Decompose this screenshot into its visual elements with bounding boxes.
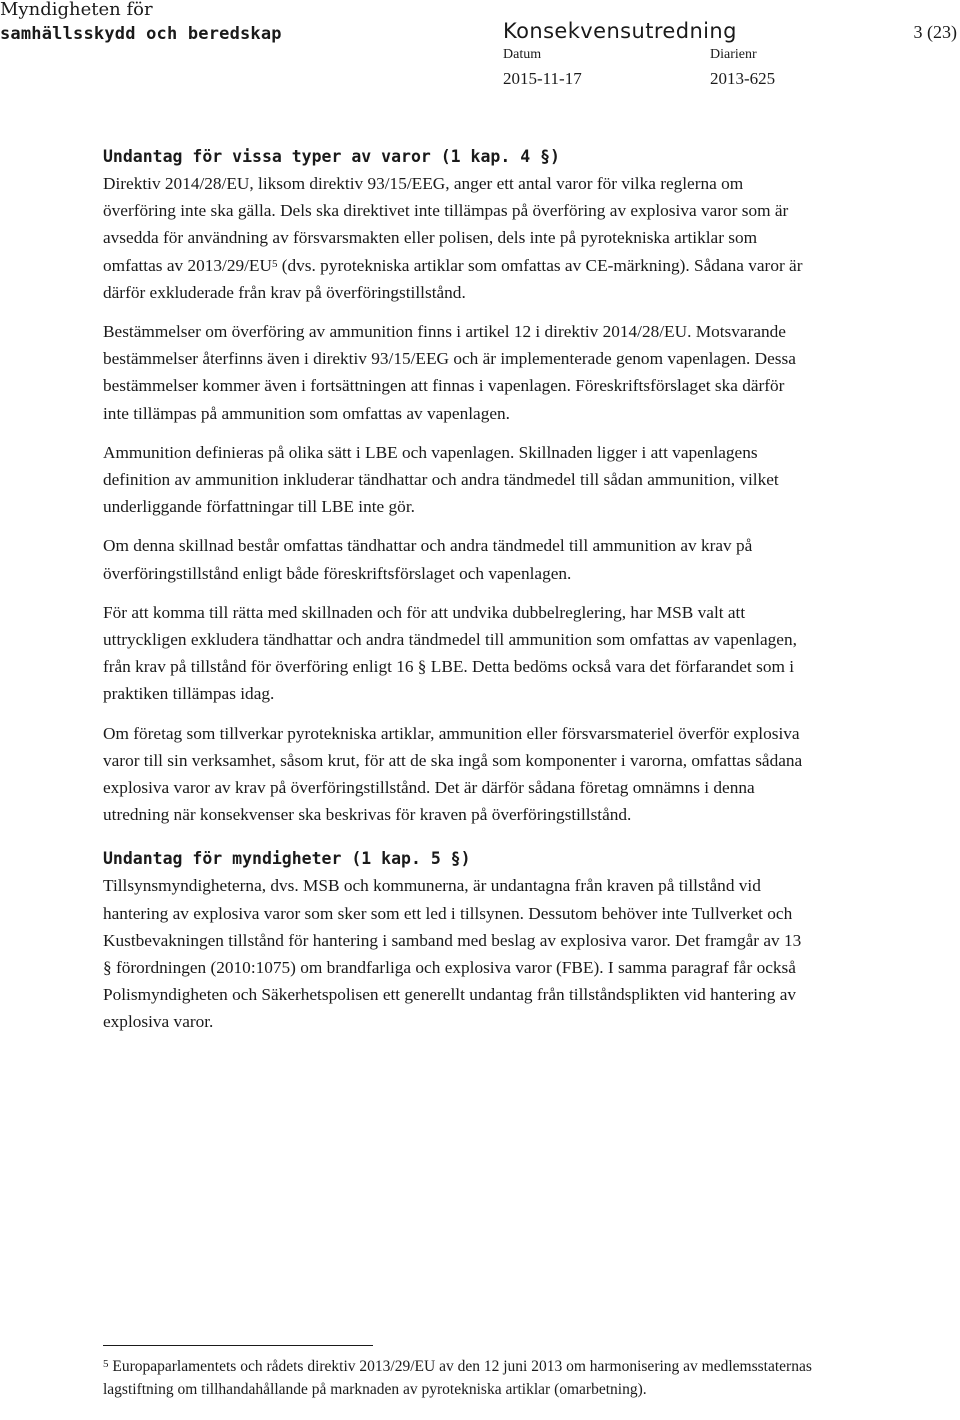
footnote <box>103 1356 863 1401</box>
paragraph-difference-consequence: Om denna skillnad består omfattas tändhattar och andra tändmedel till ammunition av krav på överföringstillstånd enligt både föreskriftsförslaget och vapenlagen. <box>103 536 753 583</box>
paragraph-text: (dvs. pyrotekniska artiklar som omfattas av CE-märkning). Sådana varor är därför exkluderade från krav på överföringstillstånd. <box>103 255 803 302</box>
document-title: Konsekvensutredning <box>503 19 737 43</box>
date-value: 2015-11-17 <box>503 69 582 88</box>
paragraph-directive-exemptions <box>103 170 803 306</box>
footnote-number: 5 <box>103 1358 109 1370</box>
org-name-line-2: samhällsskydd och beredskap <box>0 24 282 44</box>
paragraph-authority-exemptions: Tillsynsmyndigheterna, dvs. MSB och kommunerna, är undantagna från kraven på tillstånd vid hantering av explosiva varor som sker som ett led i tillsynen. Dessutom behöver inte Tullverket och Kustbevakningen tillstånd för hantering i samband med beslag av explosiva varor. Det framgår av 13 § förordningen (2010:1075) om brandfarliga och explosiva varor (FBE). I samma paragraf får också Polismyndigheten och Säkerhetspolisen ett generellt undantag från tillståndsplikten vid hantering av explosiva varor. <box>103 876 802 1032</box>
organization-name <box>0 0 282 46</box>
section-heading-authority-exemption: Undantag för myndigheter (1 kap. 5 §) <box>103 849 471 869</box>
page-number: 3 (23) <box>913 22 957 42</box>
paragraph-double-regulation: För att komma till rätta med skillnaden och för att undvika dubbelreglering, har MSB valt att uttryckligen exkludera tändhattar och andra tändmedel till ammunition som omfattas av vapenlagen, från krav på tillstånd för överföring enligt 16 § LBE. Detta bedöms också vara det förfarandet som i praktiken tillämpas idag. <box>103 602 797 704</box>
footnote-divider <box>103 1345 373 1346</box>
diary-number-value: 2013-625 <box>710 69 776 88</box>
paragraph-manufacturers: Om företag som tillverkar pyrotekniska artiklar, ammunition eller försvarsmateriel överför explosiva varor till sin verksamhet, såsom krut, för att de ska ingå som komponenter i varorna, omfattas sådana explosiva varor av krav på överföringstillstånd. Det är därför sådana företag omnämns i denna utredning när konsekvenser ska beskrivas för kraven på överföringstillstånd. <box>103 723 803 825</box>
org-name-line-1: Myndigheten för <box>0 0 153 20</box>
date-label: Datum <box>503 47 542 62</box>
paragraph-ammunition-definition: Ammunition definieras på olika sätt i LBE och vapenlagen. Skillnaden ligger i att vapenlagens definition av ammunition inkluderar tändhattar och andra tändmedel till sådan ammunition, vilket underliggande författningar till LBE inte gör. <box>103 442 779 517</box>
diary-number-label: Diarienr <box>710 47 757 62</box>
paragraph-ammunition-rules: Bestämmelser om överföring av ammunition finns i artikel 12 i direktiv 2014/28/EU. Motsvarande bestämmelser återfinns även i direktiv 93/15/EEG och är implementerade genom vapenlagen. Dessa bestämmelser kommer även i fortsättningen att finnas i vapenlagen. Föreskriftsförslaget ska därför inte tillämpas på ammunition som omfattas av vapenlagen. <box>103 322 796 423</box>
footnote-text: Europaparlamentets och rådets direktiv 2013/29/EU av den 12 juni 2013 om harmonisering av medlemsstaternas lagstiftning om tillhandahållande på marknaden av pyrotekniska artiklar (omarbetning). <box>103 1358 812 1398</box>
section-heading-goods-exemption: Undantag för vissa typer av varor (1 kap. 4 §) <box>103 147 560 166</box>
footnote-reference[interactable]: 5 <box>271 257 278 270</box>
document-body <box>103 144 803 1036</box>
paragraph-text: Direktiv 2014/28/EU, liksom direktiv 93/15/EEG, anger ett antal varor för vilka reglerna om överföring inte ska gälla. Dels ska direktivet inte tillämpas på överföring av explosiva varor som är avsedda för användning av försvarsmakten eller polisen, dels inte på pyrotekniska artiklar som omfattas av 2013/29/EU <box>103 174 789 275</box>
